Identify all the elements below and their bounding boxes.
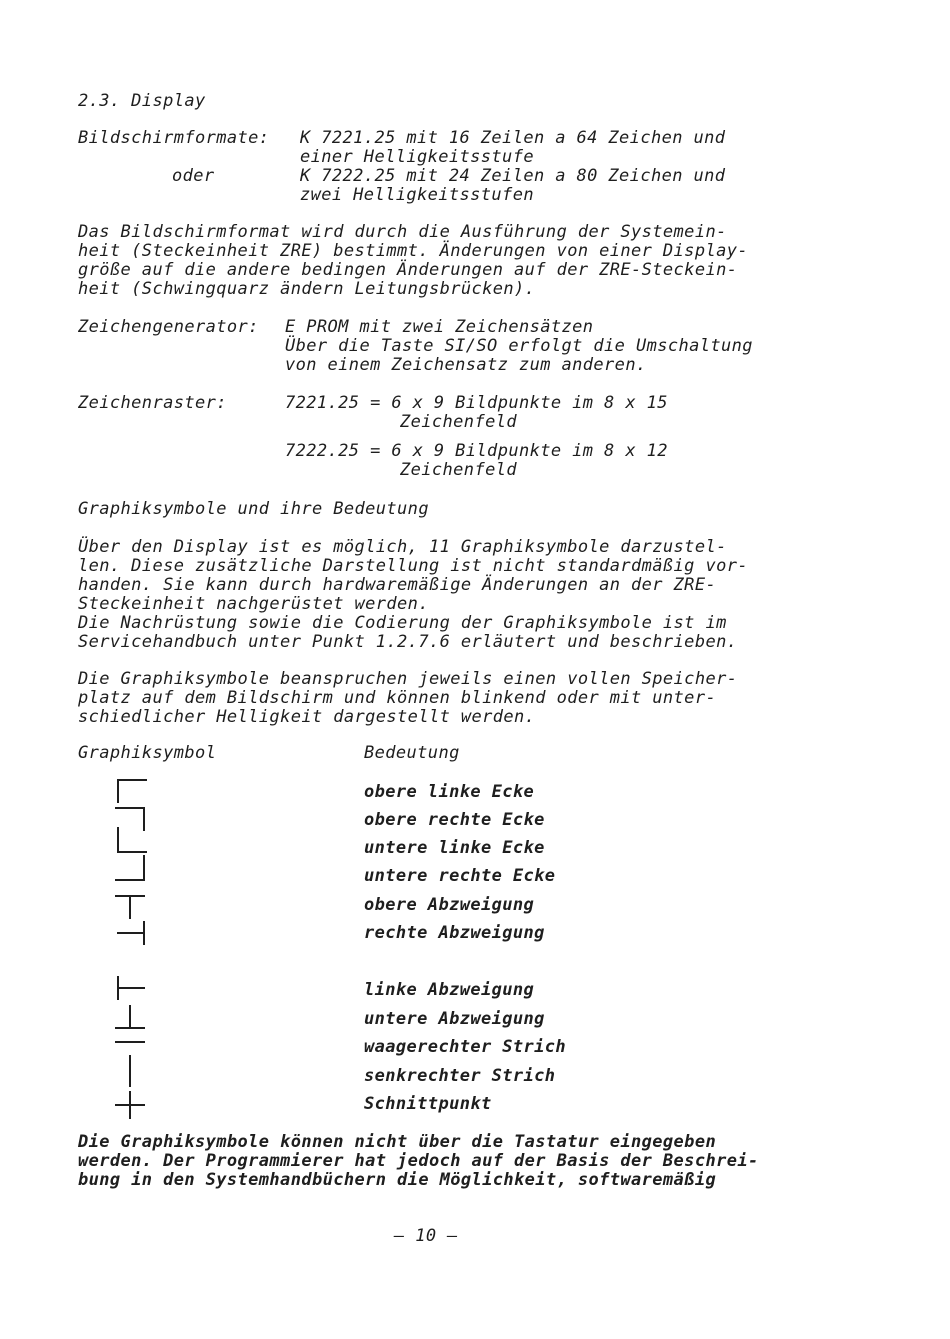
meaning-top-left-corner: obere linke Ecke bbox=[364, 782, 535, 802]
meaning-top-right-corner: obere rechte Ecke bbox=[364, 810, 545, 830]
meaning-bottom-right-corner: untere rechte Ecke bbox=[364, 866, 556, 886]
bottom-right-corner-icon bbox=[116, 856, 144, 880]
generator-label: Zeichengenerator: bbox=[78, 317, 259, 337]
generator-line-1: E PROM mit zwei Zeichensätzen bbox=[285, 317, 594, 337]
paragraph-graphics-line: handen. Sie kann durch hardwaremäßige Änderungen an der ZRE- bbox=[78, 575, 717, 595]
paragraph-format-line: heit (Schwingquarz ändern Leitungsbrücken). bbox=[78, 279, 536, 299]
paragraph-memory-line: Die Graphiksymbole beanspruchen jeweils einen vollen Speicher- bbox=[78, 669, 738, 689]
paragraph-keyboard-line: werden. Der Programmierer hat jedoch auf der Basis der Beschrei- bbox=[78, 1151, 759, 1171]
graphics-heading: Graphiksymbole und ihre Bedeutung bbox=[78, 499, 429, 519]
formats-line-4: zwei Helligkeitsstufen bbox=[300, 185, 534, 205]
left-tee-icon bbox=[118, 977, 144, 999]
paragraph-graphics-line: Servicehandbuch unter Punkt 1.2.7.6 erläutert und beschrieben. bbox=[78, 632, 738, 652]
generator-line-3: von einem Zeichensatz zum anderen. bbox=[285, 355, 647, 375]
formats-or-label: oder bbox=[172, 166, 215, 186]
raster-label: Zeichenraster: bbox=[78, 393, 227, 413]
meaning-vertical-line: senkrechter Strich bbox=[364, 1066, 556, 1086]
paragraph-keyboard-line: Die Graphiksymbole können nicht über die Tastatur eingegeben bbox=[78, 1132, 717, 1152]
meaning-bottom-left-corner: untere linke Ecke bbox=[364, 838, 545, 858]
meaning-right-tee: rechte Abzweigung bbox=[364, 923, 545, 943]
table-header-meaning: Bedeutung bbox=[364, 743, 460, 763]
paragraph-graphics-line: Über den Display ist es möglich, 11 Graphiksymbole darzustel- bbox=[78, 537, 727, 557]
formats-line-3: K 7222.25 mit 24 Zeilen a 80 Zeichen und bbox=[300, 166, 726, 186]
graphics-symbols bbox=[108, 772, 158, 1122]
section-title: 2.3. Display bbox=[78, 91, 206, 111]
meaning-top-tee: obere Abzweigung bbox=[364, 895, 535, 915]
page-number: – 10 – bbox=[394, 1226, 458, 1246]
paragraph-graphics-line: len. Diese zusätzliche Darstellung ist nicht standardmäßig vor- bbox=[78, 556, 748, 576]
formats-line-1: K 7221.25 mit 16 Zeilen a 64 Zeichen und bbox=[300, 128, 726, 148]
paragraph-format-line: größe auf die andere bedingen Änderungen auf der ZRE-Steckein- bbox=[78, 260, 738, 280]
paragraph-format-line: heit (Steckeinheit ZRE) bestimmt. Änderungen von einer Display- bbox=[78, 241, 748, 261]
paragraph-memory-line: schiedlicher Helligkeit dargestellt werden. bbox=[78, 707, 536, 727]
formats-line-2: einer Helligkeitsstufe bbox=[300, 147, 534, 167]
meaning-left-tee: linke Abzweigung bbox=[364, 980, 535, 1000]
meaning-horizontal-line: waagerechter Strich bbox=[364, 1037, 567, 1057]
raster-b-line-1: 7222.25 = 6 x 9 Bildpunkte im 8 x 12 bbox=[285, 441, 668, 461]
paragraph-format-line: Das Bildschirmformat wird durch die Ausführung der Systemein- bbox=[78, 222, 727, 242]
meaning-bottom-tee: untere Abzweigung bbox=[364, 1009, 545, 1029]
paragraph-graphics-line: Steckeinheit nachgerüstet werden. bbox=[78, 594, 429, 614]
bottom-tee-icon bbox=[116, 1006, 144, 1028]
raster-a-line-1: 7221.25 = 6 x 9 Bildpunkte im 8 x 15 bbox=[285, 393, 668, 413]
top-tee-icon bbox=[116, 896, 144, 918]
bottom-left-corner-icon bbox=[118, 828, 146, 852]
raster-a-line-2: Zeichenfeld bbox=[400, 412, 517, 432]
raster-b-line-2: Zeichenfeld bbox=[400, 460, 517, 480]
paragraph-graphics-line: Die Nachrüstung sowie die Codierung der Graphiksymbole ist im bbox=[78, 613, 727, 633]
paragraph-keyboard-line: bung in den Systemhandbüchern die Möglichkeit, softwaremäßig bbox=[78, 1170, 717, 1190]
cross-icon bbox=[116, 1092, 144, 1118]
right-tee-icon bbox=[118, 922, 144, 944]
formats-label: Bildschirmformate: bbox=[78, 128, 270, 148]
meaning-cross: Schnittpunkt bbox=[364, 1094, 492, 1114]
top-right-corner-icon bbox=[116, 808, 144, 830]
paragraph-memory-line: platz auf dem Bildschirm und können blinkend oder mit unter- bbox=[78, 688, 717, 708]
top-left-corner-icon bbox=[118, 780, 146, 802]
generator-line-2: Über die Taste SI/SO erfolgt die Umschaltung bbox=[285, 336, 753, 356]
table-header-symbol: Graphiksymbol bbox=[78, 743, 217, 763]
